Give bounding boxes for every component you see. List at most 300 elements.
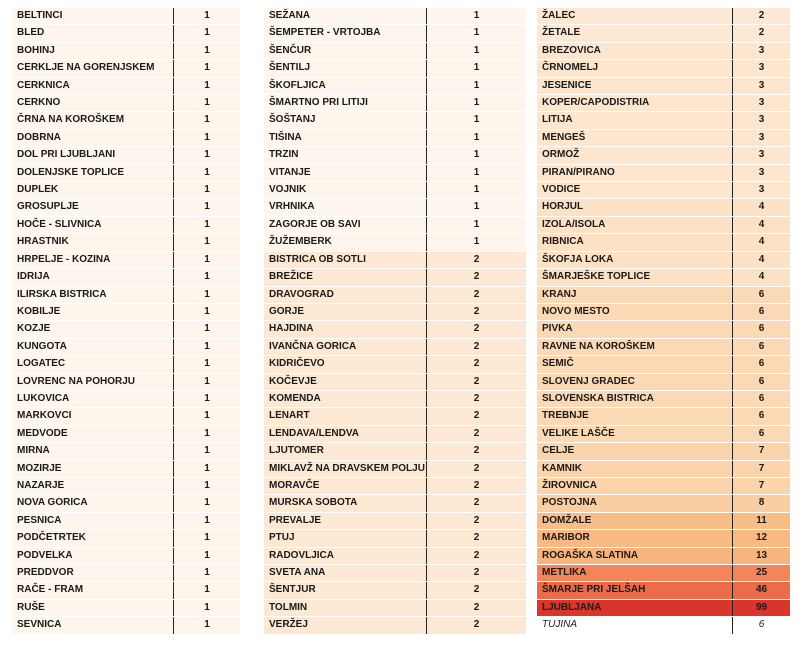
municipality-count: 25 (733, 565, 791, 582)
table-row (12, 164, 240, 181)
municipality-count: 6 (733, 286, 791, 303)
municipality-name: VRHNIKA (264, 199, 427, 216)
table-row (12, 182, 240, 199)
municipality-count: 2 (427, 356, 527, 373)
table-row (537, 182, 790, 199)
municipality-name: KOČEVJE (264, 373, 427, 390)
municipality-count: 3 (733, 95, 791, 112)
municipality-count: 2 (427, 512, 527, 529)
table-row (264, 547, 526, 564)
table-row (537, 408, 790, 425)
table-row (537, 443, 790, 460)
table-row (264, 251, 526, 268)
municipality-count: 2 (427, 565, 527, 582)
municipality-count: 1 (174, 216, 241, 233)
municipality-count: 7 (733, 443, 791, 460)
municipality-count: 6 (733, 425, 791, 442)
municipality-count: 1 (174, 512, 241, 529)
municipality-name: ŠKOFJA LOKA (537, 251, 733, 268)
municipality-count: 1 (174, 356, 241, 373)
table-row (537, 269, 790, 286)
municipality-name: METLIKA (537, 565, 733, 582)
table-row (12, 8, 240, 25)
municipality-count: 6 (733, 321, 791, 338)
table-row (537, 390, 790, 407)
table-row (264, 599, 526, 616)
table-row (12, 617, 240, 634)
municipality-count: 2 (427, 425, 527, 442)
municipality-name: KOMENDA (264, 390, 427, 407)
municipality-count: 1 (427, 8, 527, 25)
municipality-name: LJUTOMER (264, 443, 427, 460)
table-row (537, 60, 790, 77)
municipality-name: ŠMARJE PRI JELŠAH (537, 582, 733, 599)
municipality-name: IVANČNA GORICA (264, 338, 427, 355)
municipality-name: GORJE (264, 303, 427, 320)
table-row (264, 129, 526, 146)
table-row (12, 495, 240, 512)
municipality-count: 3 (733, 77, 791, 94)
table-row (537, 8, 790, 25)
table-row (264, 234, 526, 251)
municipality-count: 4 (733, 269, 791, 286)
table-row (12, 460, 240, 477)
municipality-count: 1 (174, 286, 241, 303)
municipality-name: ROGAŠKA SLATINA (537, 547, 733, 564)
municipality-count: 6 (733, 303, 791, 320)
municipality-name: DRAVOGRAD (264, 286, 427, 303)
municipality-count: 1 (174, 443, 241, 460)
municipality-name: GROSUPLJE (12, 199, 174, 216)
municipality-name: ORMOŽ (537, 147, 733, 164)
municipality-count: 3 (733, 112, 791, 129)
municipality-name: ŠENTILJ (264, 60, 427, 77)
municipality-name: MIKLAVŽ NA DRAVSKEM POLJU (264, 460, 427, 477)
municipality-name: ŽALEC (537, 8, 733, 25)
municipality-name: LITIJA (537, 112, 733, 129)
municipality-count: 2 (427, 269, 527, 286)
municipality-count: 1 (174, 147, 241, 164)
municipality-count: 2 (427, 582, 527, 599)
municipality-count: 1 (174, 25, 241, 42)
municipality-count: 1 (174, 182, 241, 199)
municipality-count: 1 (174, 95, 241, 112)
table-row (12, 547, 240, 564)
table-row (264, 495, 526, 512)
municipality-name: MARIBOR (537, 530, 733, 547)
municipality-name: TIŠINA (264, 129, 427, 146)
table-row (264, 565, 526, 582)
table-row (264, 216, 526, 233)
table-row (537, 565, 790, 582)
municipality-count: 1 (174, 164, 241, 181)
table-row (264, 42, 526, 59)
table-row (264, 8, 526, 25)
municipality-count: 1 (174, 390, 241, 407)
municipality-count: 2 (427, 303, 527, 320)
table-row (12, 147, 240, 164)
municipality-count: 6 (733, 390, 791, 407)
municipality-count: 1 (427, 199, 527, 216)
table-row (264, 460, 526, 477)
municipality-name: ŽIROVNICA (537, 477, 733, 494)
municipality-count: 1 (174, 460, 241, 477)
municipality-name: LOVRENC NA POHORJU (12, 373, 174, 390)
table-row (264, 25, 526, 42)
municipality-name: KIDRIČEVO (264, 356, 427, 373)
municipality-table-column-1 (12, 8, 240, 635)
municipality-count: 1 (174, 425, 241, 442)
municipality-count: 3 (733, 42, 791, 59)
municipality-count: 2 (427, 547, 527, 564)
municipality-name: RAVNE NA KOROŠKEM (537, 338, 733, 355)
municipality-name: ŽETALE (537, 25, 733, 42)
municipality-name: ZAGORJE OB SAVI (264, 216, 427, 233)
table-row (537, 129, 790, 146)
municipality-name: NOVA GORICA (12, 495, 174, 512)
table-row (537, 477, 790, 494)
municipality-count: 3 (733, 60, 791, 77)
table-row (12, 25, 240, 42)
table-row (12, 251, 240, 268)
municipality-count: 1 (174, 338, 241, 355)
table-row (12, 373, 240, 390)
municipality-name: KOBILJE (12, 303, 174, 320)
municipality-count: 6 (733, 356, 791, 373)
municipality-name: HRASTNIK (12, 234, 174, 251)
municipality-count: 4 (733, 199, 791, 216)
municipality-count: 1 (174, 565, 241, 582)
municipality-count: 6 (733, 408, 791, 425)
municipality-name: ŠMARJEŠKE TOPLICE (537, 269, 733, 286)
municipality-count: 1 (427, 112, 527, 129)
municipality-name: BELTINCI (12, 8, 174, 25)
municipality-count: 2 (733, 25, 791, 42)
table-row (537, 216, 790, 233)
municipality-name: VODICE (537, 182, 733, 199)
municipality-count: 1 (174, 495, 241, 512)
table-row (264, 286, 526, 303)
table-row (12, 234, 240, 251)
municipality-count: 2 (427, 477, 527, 494)
municipality-count: 2 (427, 599, 527, 616)
municipality-name: BLED (12, 25, 174, 42)
municipality-name: ČRNOMELJ (537, 60, 733, 77)
municipality-name: JESENICE (537, 77, 733, 94)
municipality-name: DOL PRI LJUBLJANI (12, 147, 174, 164)
table-row (264, 321, 526, 338)
table-row (537, 303, 790, 320)
municipality-count: 1 (174, 547, 241, 564)
municipality-count: 4 (733, 216, 791, 233)
municipality-name: DOBRNA (12, 129, 174, 146)
municipality-name: RUŠE (12, 599, 174, 616)
municipality-name: BISTRICA OB SOTLI (264, 251, 427, 268)
municipality-name: SLOVENJ GRADEC (537, 373, 733, 390)
table-row (264, 390, 526, 407)
municipality-count: 2 (427, 460, 527, 477)
municipality-count: 2 (427, 617, 527, 634)
table-row (537, 42, 790, 59)
table-row (264, 530, 526, 547)
municipality-count: 1 (174, 42, 241, 59)
table-row (264, 164, 526, 181)
municipality-count: 7 (733, 460, 791, 477)
table-row (264, 60, 526, 77)
table-row (264, 356, 526, 373)
municipality-count: 2 (427, 251, 527, 268)
municipality-name: KRANJ (537, 286, 733, 303)
municipality-count: 1 (174, 77, 241, 94)
municipality-name: PIRAN/PIRANO (537, 164, 733, 181)
municipality-name: TOLMIN (264, 599, 427, 616)
municipality-count: 1 (174, 251, 241, 268)
municipality-name: BREŽICE (264, 269, 427, 286)
municipality-name: SVETA ANA (264, 565, 427, 582)
municipality-name: IZOLA/ISOLA (537, 216, 733, 233)
table-row (264, 95, 526, 112)
municipality-count: 2 (427, 530, 527, 547)
municipality-count: 1 (174, 599, 241, 616)
municipality-name: ŠENČUR (264, 42, 427, 59)
municipality-table-column-2 (264, 8, 526, 635)
table-row (537, 234, 790, 251)
table-row (264, 617, 526, 634)
table-row (537, 251, 790, 268)
municipality-name: DOLENJSKE TOPLICE (12, 164, 174, 181)
municipality-name: SEMIČ (537, 356, 733, 373)
municipality-name: RADOVLJICA (264, 547, 427, 564)
municipality-count: 1 (174, 373, 241, 390)
municipality-name: CERKLJE NA GORENJSKEM (12, 60, 174, 77)
table-row (537, 95, 790, 112)
table-row (12, 216, 240, 233)
municipality-count: 6 (733, 338, 791, 355)
table-row (12, 565, 240, 582)
municipality-name: TUJINA (537, 617, 733, 634)
municipality-count: 1 (427, 77, 527, 94)
table-row (537, 199, 790, 216)
table-row (264, 112, 526, 129)
municipality-count: 2 (427, 373, 527, 390)
municipality-name: NAZARJE (12, 477, 174, 494)
municipality-count: 1 (174, 530, 241, 547)
municipality-count: 1 (174, 112, 241, 129)
table-row (264, 77, 526, 94)
municipality-count: 1 (174, 303, 241, 320)
municipality-count: 2 (427, 495, 527, 512)
table-row (12, 512, 240, 529)
municipality-name: ŠEMPETER - VRTOJBA (264, 25, 427, 42)
table-row (264, 338, 526, 355)
municipality-name: ŠENTJUR (264, 582, 427, 599)
municipality-count: 6 (733, 617, 791, 634)
municipality-count: 2 (733, 8, 791, 25)
table-row (12, 129, 240, 146)
municipality-name: LENDAVA/LENDVA (264, 425, 427, 442)
municipality-name: ILIRSKA BISTRICA (12, 286, 174, 303)
municipality-name: CELJE (537, 443, 733, 460)
table-row (264, 512, 526, 529)
municipality-name: VELIKE LAŠČE (537, 425, 733, 442)
table-row (264, 182, 526, 199)
municipality-name: LENART (264, 408, 427, 425)
municipality-name: SEVNICA (12, 617, 174, 634)
table-row (264, 408, 526, 425)
municipality-count: 1 (174, 408, 241, 425)
table-row (264, 373, 526, 390)
municipality-count: 1 (427, 25, 527, 42)
table-row (264, 582, 526, 599)
municipality-count: 1 (174, 269, 241, 286)
municipality-count: 1 (174, 234, 241, 251)
municipality-name: RIBNICA (537, 234, 733, 251)
municipality-name: KUNGOTA (12, 338, 174, 355)
table-row (537, 617, 790, 634)
municipality-count: 2 (427, 286, 527, 303)
municipality-count: 1 (174, 8, 241, 25)
municipality-count: 3 (733, 147, 791, 164)
table-row (264, 303, 526, 320)
table-row (12, 582, 240, 599)
municipality-count: 99 (733, 599, 791, 616)
municipality-count: 2 (427, 408, 527, 425)
table-row (264, 477, 526, 494)
municipality-name: LOGATEC (12, 356, 174, 373)
municipality-name: NOVO MESTO (537, 303, 733, 320)
municipality-name: HORJUL (537, 199, 733, 216)
table-row (537, 512, 790, 529)
municipality-name: DOMŽALE (537, 512, 733, 529)
municipality-count: 1 (174, 477, 241, 494)
municipality-count: 1 (174, 60, 241, 77)
municipality-name: DUPLEK (12, 182, 174, 199)
table-row (537, 425, 790, 442)
municipality-count: 1 (427, 216, 527, 233)
table-row (12, 599, 240, 616)
table-row (537, 321, 790, 338)
municipality-count: 12 (733, 530, 791, 547)
municipality-count: 1 (427, 182, 527, 199)
municipality-name: MURSKA SOBOTA (264, 495, 427, 512)
municipality-name: CERKNICA (12, 77, 174, 94)
municipality-count: 1 (174, 582, 241, 599)
municipality-count: 1 (174, 617, 241, 634)
municipality-name: ŠOŠTANJ (264, 112, 427, 129)
table-row (537, 547, 790, 564)
municipality-name: VOJNIK (264, 182, 427, 199)
municipality-count: 1 (427, 95, 527, 112)
municipality-count: 13 (733, 547, 791, 564)
municipality-name: HOČE - SLIVNICA (12, 216, 174, 233)
table-row (537, 147, 790, 164)
table-row (12, 286, 240, 303)
table-row (537, 164, 790, 181)
municipality-name: RAČE - FRAM (12, 582, 174, 599)
municipality-count: 1 (427, 164, 527, 181)
table-row (12, 303, 240, 320)
municipality-name: BREZOVICA (537, 42, 733, 59)
table-row (12, 443, 240, 460)
municipality-name: ČRNA NA KOROŠKEM (12, 112, 174, 129)
municipality-name: VERŽEJ (264, 617, 427, 634)
municipality-count: 1 (427, 129, 527, 146)
municipality-count: 3 (733, 129, 791, 146)
municipality-name: ŽUŽEMBERK (264, 234, 427, 251)
table-row (12, 390, 240, 407)
municipality-name: ŠMARTNO PRI LITIJI (264, 95, 427, 112)
municipality-count: 1 (427, 147, 527, 164)
municipality-name: TREBNJE (537, 408, 733, 425)
municipality-name: CERKNO (12, 95, 174, 112)
municipality-name: LUKOVICA (12, 390, 174, 407)
municipality-count: 8 (733, 495, 791, 512)
table-row (12, 95, 240, 112)
table-row (12, 408, 240, 425)
table-row (264, 269, 526, 286)
table-row (264, 199, 526, 216)
table-row (12, 530, 240, 547)
table-row (12, 269, 240, 286)
municipality-name: POSTOJNA (537, 495, 733, 512)
table-row (537, 373, 790, 390)
municipality-name: MEDVODE (12, 425, 174, 442)
table-row (264, 147, 526, 164)
table-row (537, 77, 790, 94)
municipality-name: HAJDINA (264, 321, 427, 338)
municipality-name: MARKOVCI (12, 408, 174, 425)
table-row (12, 60, 240, 77)
table-row (537, 356, 790, 373)
table-row (537, 530, 790, 547)
municipality-count: 1 (427, 42, 527, 59)
municipality-count: 4 (733, 251, 791, 268)
table-row (537, 286, 790, 303)
municipality-count: 2 (427, 338, 527, 355)
municipality-name: KOPER/CAPODISTRIA (537, 95, 733, 112)
municipality-name: MENGEŠ (537, 129, 733, 146)
municipality-count: 11 (733, 512, 791, 529)
municipality-count: 1 (427, 60, 527, 77)
municipality-name: MOZIRJE (12, 460, 174, 477)
table-row (12, 42, 240, 59)
table-row (12, 112, 240, 129)
municipality-name: PTUJ (264, 530, 427, 547)
municipality-count: 4 (733, 234, 791, 251)
municipality-count: 1 (174, 199, 241, 216)
municipality-count: 1 (174, 129, 241, 146)
municipality-name: LJUBLJANA (537, 599, 733, 616)
municipality-count: 46 (733, 582, 791, 599)
municipality-name: PODČETRTEK (12, 530, 174, 547)
table-row (12, 477, 240, 494)
municipality-name: VITANJE (264, 164, 427, 181)
table-row (537, 338, 790, 355)
municipality-count: 1 (427, 234, 527, 251)
municipality-name: SEŽANA (264, 8, 427, 25)
table-row (12, 77, 240, 94)
table-row (12, 321, 240, 338)
municipality-name: SLOVENSKA BISTRICA (537, 390, 733, 407)
municipality-name: HRPELJE - KOZINA (12, 251, 174, 268)
municipality-count: 7 (733, 477, 791, 494)
municipality-name: BOHINJ (12, 42, 174, 59)
municipality-count: 2 (427, 443, 527, 460)
municipality-name: PIVKA (537, 321, 733, 338)
table-row (12, 338, 240, 355)
table-row (264, 443, 526, 460)
table-row (537, 25, 790, 42)
